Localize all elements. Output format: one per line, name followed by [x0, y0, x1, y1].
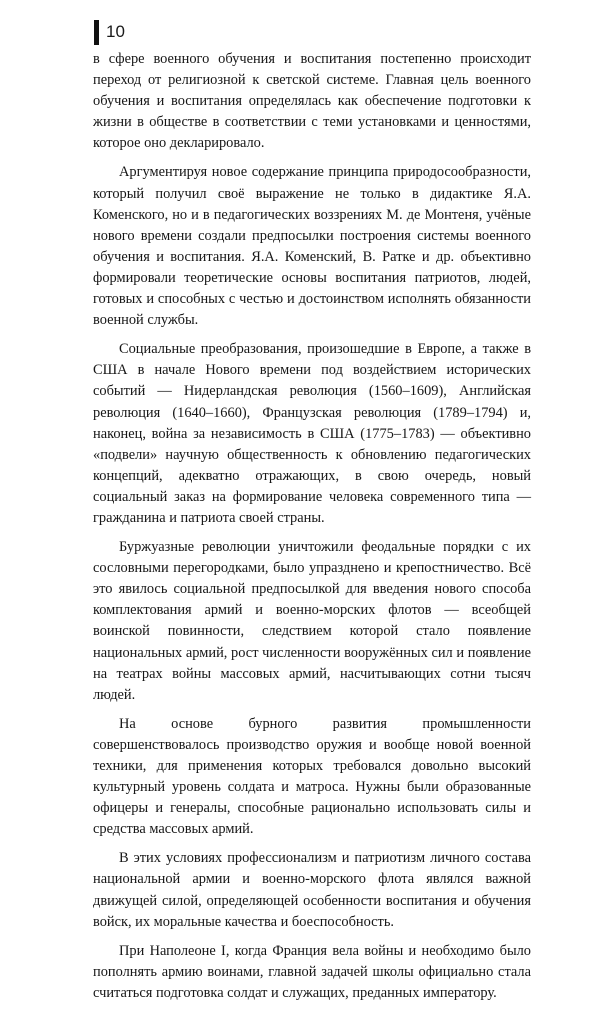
- paragraph-4: Буржуазные революции уничтожили феодальные порядки с их сословными перегородками, было упразднено и крепостничество. Всё это явилось социальной предпосылкой для введения нового способа комплектования армий и военно-морских флотов — всеобщей воинской повинности, следствием которой стало появление национальных армий, рост численности вооружённых сил и появление на театрах войны массовых армий, насчитывающих сотни тысяч людей.: [93, 539, 531, 703]
- paragraph-7: При Наполеоне I, когда Франция вела войны и необходимо было пополнять армию воинами, главной задачей школы официально стала считаться подготовка солдат и служащих, преданных императору.: [93, 942, 531, 1001]
- paragraph-3: Социальные преобразования, произошедшие в Европе, а также в США в начале Нового времени под воздействием исторических событий — Нидерландская революция (1560–1609), Английская революция (1640–1660), Французская революция (1789–1794) и, наконец, война за независимость в США (1775–1783) — объективно «подвели» научную общественность к обновлению педагогических концепций, адекватно отражающих, в свою очередь, новый социальный заказ на формирование человека современного типа — гражданина и патриота своей страны.: [93, 341, 531, 526]
- page-number: 10: [106, 22, 125, 41]
- paragraph-5: На основе бурного развития промышленности совершенствовалось производство оружия и вообще новой военной техники, для применения которых требовался довольно высокий культурный уровень солдата и матроса. Нужны были образованные офицеры и генералы, способные рационально использовать силы и средства массовых армий.: [93, 715, 531, 838]
- page-header: [94, 19, 125, 45]
- page-body: [93, 49, 531, 1012]
- paragraph-1: в сфере военного обучения и воспитания постепенно происходит переход от религиозной к светской системе. Главная цель военного обучения и воспитания определялась как обеспечение подготовки к жизни в обществе в соответствии с теми установками и ценностями, которое оно декларировало.: [93, 51, 531, 152]
- header-bar-mark: [94, 20, 99, 45]
- paragraph-6: В этих условиях профессионализм и патриотизм личного состава национальной армии и военно-морского флота являлся важной движущей силой, определяющей особенности воспитания и обучения войск, их моральные качества и боеспособность.: [93, 850, 531, 930]
- paragraph-2: Аргументируя новое содержание принципа природосообразности, который получил своё выражение не только в дидактике Я.А. Коменского, но и в педагогических воззрениях М. де Монтеня, учёные нового времени создали предпосылки построения системы военного обучения и воспитания. Я.А. Коменский, В. Ратке и др. объективно формировали теоретические основы воспитания патриотов, людей, готовых и способных с честью и достоинством исполнять обязанности военной службы.: [93, 164, 531, 329]
